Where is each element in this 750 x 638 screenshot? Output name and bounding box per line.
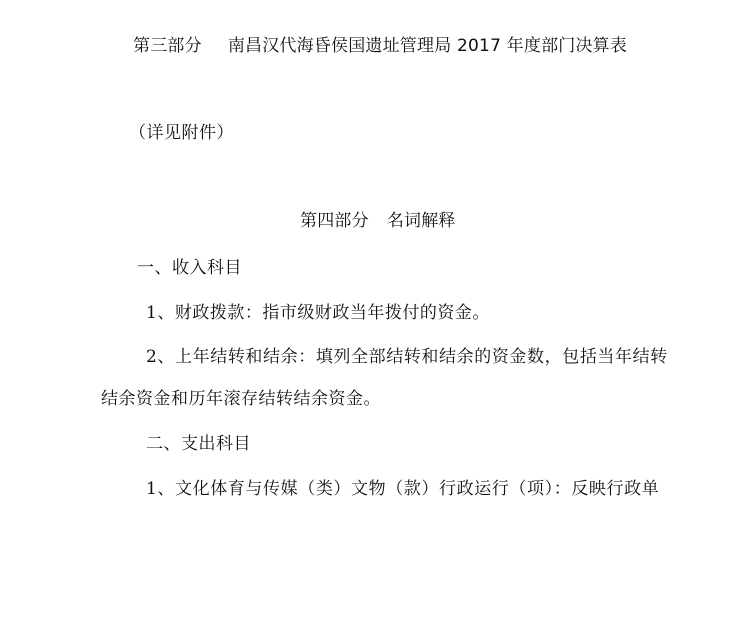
part4-heading — [300, 210, 456, 232]
part4-title: 名词解释 — [386, 211, 456, 231]
expense-section-heading: 二、支出科目 — [146, 434, 251, 454]
income-item-2-line-2: 结余资金和历年滚存结转结余资金。 — [101, 389, 381, 409]
income-item-1: 1、财政拨款：指市级财政当年拨付的资金。 — [146, 303, 490, 323]
part3-title: 南昌汉代海昏侯国遗址管理局 2017 年度部门决算表 — [227, 36, 628, 56]
part3-heading — [133, 35, 627, 57]
expense-item-1: 1、文化体育与传媒（类）文物（款）行政运行（项）：反映行政单 — [146, 479, 660, 499]
income-item-2-line-1: 2、上年结转和结余：填列全部结转和结余的资金数，包括当年结转 — [146, 347, 668, 367]
income-section-heading: 一、收入科目 — [137, 258, 242, 278]
part4-label: 第四部分 — [300, 211, 369, 231]
part3-label: 第三部分 — [133, 36, 202, 56]
attachment-note: （详见附件） — [129, 123, 234, 143]
